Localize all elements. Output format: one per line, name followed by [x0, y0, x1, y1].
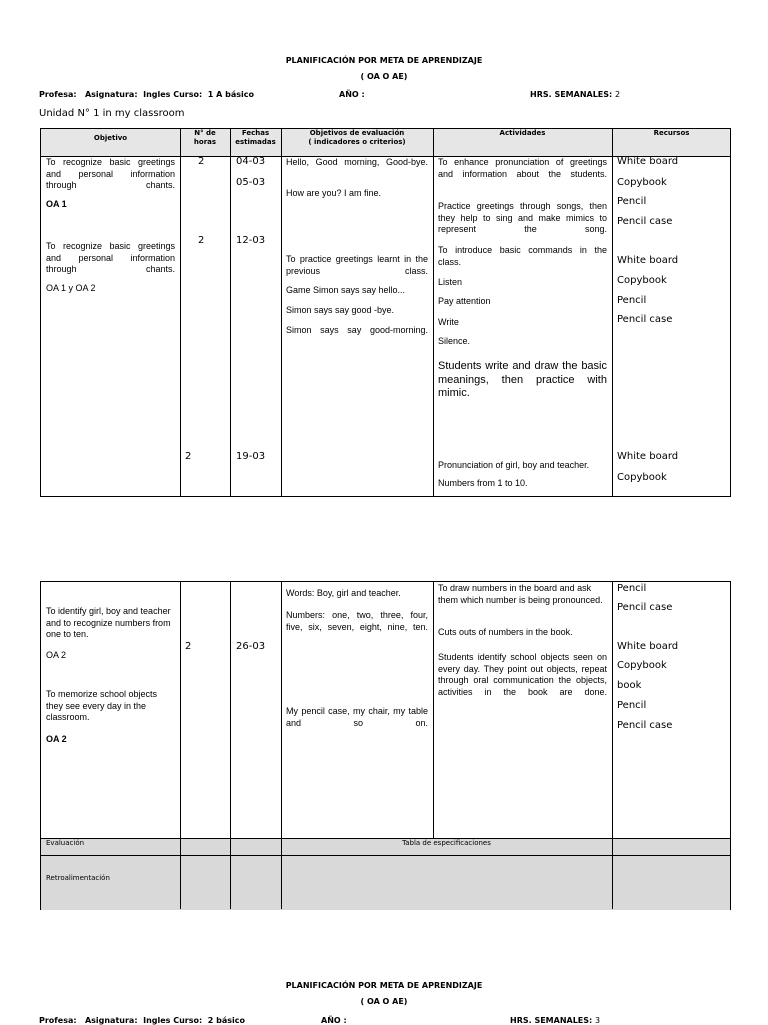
tabla-especificaciones-label: Tabla de especificaciones: [402, 839, 491, 847]
objective-text: To memorize school objects they see every day in the classroom.: [46, 689, 158, 722]
evaluacion-label: Evaluación: [46, 839, 85, 847]
resource-item: White board: [617, 451, 679, 462]
resource-item: Copybook: [617, 660, 667, 671]
col-header-objetivo: Objetivo: [93, 134, 128, 142]
evaluation-text: Hello, Good morning, Good-bye.: [286, 157, 428, 167]
date-value: 26-03: [236, 641, 266, 652]
objective-oa: OA 2: [46, 734, 67, 744]
activity-text: To introduce basic commands in the class.: [438, 245, 607, 267]
document-title: PLANIFICACIÓN POR META DE APRENDIZAJE: [285, 56, 483, 65]
activity-text: Pay attention: [438, 296, 491, 306]
objective-oa: OA 2: [46, 650, 67, 660]
resource-item: Pencil case: [617, 720, 673, 731]
retro-row-bg: [41, 856, 730, 910]
resource-item: Copybook: [617, 177, 667, 188]
activity-text: Students identify school objects seen on every day. They point out objects, repeat through oral communication the objects, activities in the book are done.: [438, 652, 607, 697]
header-hrs: HRS. SEMANALES: 2: [530, 90, 621, 99]
resource-item: Pencil case: [617, 314, 673, 325]
objective-text: To recognize basic greetings and personal information through chants.: [46, 241, 175, 274]
header-profesa-2: Profesa: Asignatura: Ingles Curso: 2 básico: [39, 1016, 245, 1025]
evaluation-text: To practice greetings learnt in the previous class.: [286, 254, 428, 276]
activity-text: Numbers from 1 to 10.: [438, 478, 528, 488]
hours-value: 2: [198, 235, 205, 246]
objective-text: To recognize basic greetings and personal information through chants.: [46, 157, 175, 190]
evaluation-text: My pencil case, my chair, my table and so on.: [286, 706, 428, 728]
objective-text: To identify girl, boy and teacher and to recognize numbers from one to ten.: [46, 606, 171, 639]
retroalimentacion-label: Retroalimentación: [46, 874, 110, 882]
resource-item: White board: [617, 156, 679, 167]
resource-item: Pencil: [617, 196, 647, 207]
activity-text: Cuts outs of numbers in the book.: [438, 627, 573, 637]
resource-item: Copybook: [617, 275, 667, 286]
activity-text: Practice greetings through songs, then they help to sing and make mimics to represent the song.: [438, 201, 607, 234]
col-header-horas: N° de horas: [193, 129, 217, 146]
col-header-evaluacion: Objetivos de evaluación ( indicadores o criterios): [308, 129, 406, 146]
document-subtitle: ( OA O AE): [360, 72, 408, 81]
objective-oa: OA 1 y OA 2: [46, 283, 96, 293]
activity-text: To enhance pronunciation of greetings and information about the students.: [438, 157, 607, 179]
evaluation-text: Game Simon says say hello...: [286, 285, 406, 295]
resource-item: Copybook: [617, 472, 667, 483]
hours-value: 2: [185, 641, 192, 652]
document-subtitle-2: ( OA O AE): [360, 997, 408, 1006]
col-header-actividades: Actividades: [499, 129, 546, 137]
resource-item: Pencil case: [617, 602, 673, 613]
activity-text: Silence.: [438, 336, 471, 346]
resource-item: Pencil: [617, 583, 647, 594]
resource-item: Pencil: [617, 295, 647, 306]
resource-item: book: [617, 680, 642, 691]
activity-text: Listen: [438, 277, 463, 287]
header-hrs-2: HRS. SEMANALES: 3: [510, 1016, 601, 1025]
activity-text: Students write and draw the basic meanings, then practice with mimic.: [438, 360, 607, 399]
header-profesa: Profesa: Asignatura: Ingles Curso: 1 A básico: [39, 90, 254, 99]
date-value: 19-03: [236, 451, 266, 462]
hours-value: 2: [198, 156, 205, 167]
header-ano-2: AÑO :: [321, 1016, 347, 1025]
date-value: 12-03: [236, 235, 266, 246]
resource-item: White board: [617, 255, 679, 266]
evaluation-text: Simon says say good -bye.: [286, 305, 395, 315]
resource-item: Pencil: [617, 700, 647, 711]
hours-value: 2: [185, 451, 192, 462]
col-header-recursos: Recursos: [653, 129, 690, 137]
evaluation-text: Words: Boy, girl and teacher.: [286, 588, 401, 598]
resource-item: White board: [617, 641, 679, 652]
planning-table-1: [40, 128, 731, 497]
activity-text: Write: [438, 317, 459, 327]
header-ano: AÑO :: [339, 90, 365, 99]
evaluation-text: Simon says say good-morning.: [286, 325, 428, 335]
date-value: 04-03: [236, 156, 266, 167]
activity-text: Pronunciation of girl, boy and teacher.: [438, 460, 590, 470]
col-header-fechas: Fechas estimadas: [235, 129, 276, 146]
planning-table-2: [40, 581, 731, 910]
document-title-2: PLANIFICACIÓN POR META DE APRENDIZAJE: [285, 981, 483, 990]
activity-text: To draw numbers in the board and ask them which number is being pronounced.: [438, 583, 603, 605]
resource-item: Pencil case: [617, 216, 673, 227]
objective-oa: OA 1: [46, 199, 67, 209]
unit-label: Unidad N° 1 in my classroom: [39, 108, 185, 119]
evaluation-text: Numbers: one, two, three, four, five, six, seven, eight, nine, ten.: [286, 610, 428, 632]
evaluation-text: How are you? I am fine.: [286, 188, 382, 198]
date-value: 05-03: [236, 177, 266, 188]
